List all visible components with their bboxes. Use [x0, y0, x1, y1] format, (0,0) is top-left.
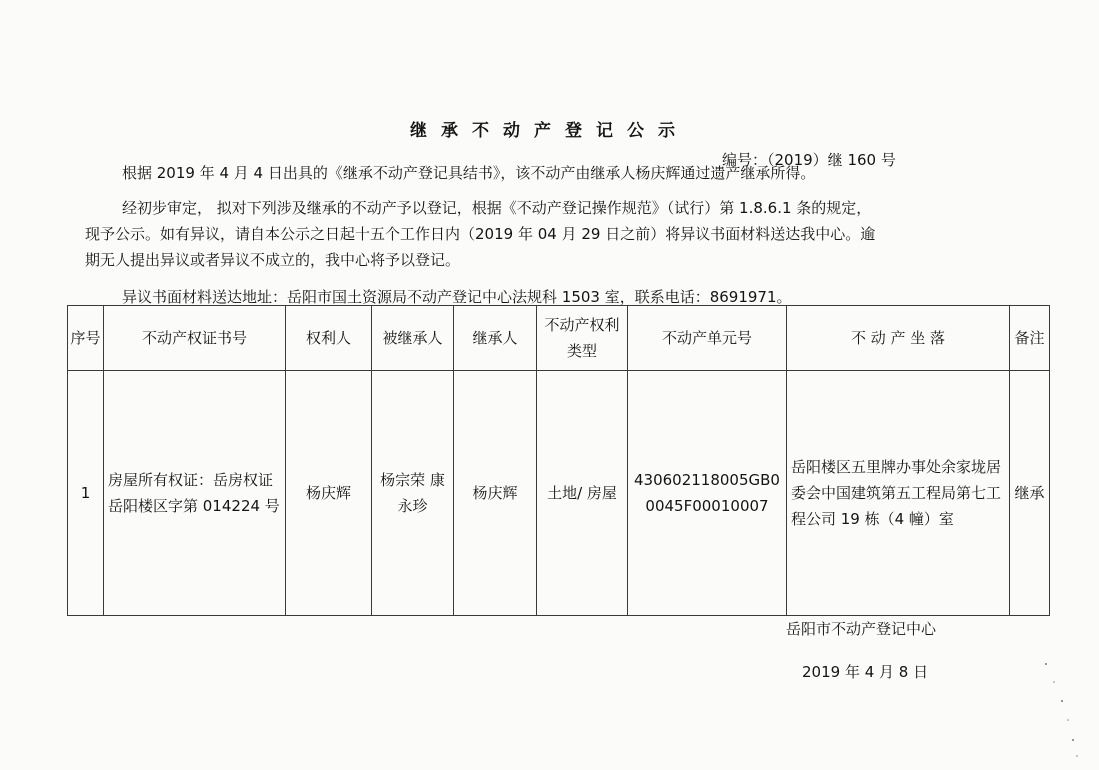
cell-cert-no: 房屋所有权证：岳房权证岳阳楼区字第 014224 号 [104, 371, 286, 616]
cell-seq: 1 [68, 371, 104, 616]
document-number: 编号：（2019）继 160 号 [722, 151, 896, 169]
header-remark: 备注 [1010, 306, 1050, 371]
header-unit-no: 不动产单元号 [628, 306, 787, 371]
paragraph-4: 期无人提出异议或者异议不成立的，我中心将予以登记。 [85, 251, 461, 269]
cell-heir: 杨庆辉 [454, 371, 537, 616]
header-location: 不 动 产 坐 落 [787, 306, 1010, 371]
paragraph-3: 现予公示。如有异议，请自本公示之日起十五个工作日内（2019 年 04 月 29 日之前）将异议书面材料送达我中心。逾 [85, 225, 876, 243]
cell-right-type: 土地/ 房屋 [537, 371, 628, 616]
scan-speckle-decoration [1040, 660, 1080, 760]
cell-remark: 继承 [1010, 371, 1050, 616]
objection-address: 异议书面材料送达地址：岳阳市国土资源局不动产登记中心法规科 1503 室，联系电话：8691971。 [122, 288, 792, 306]
paragraph-2: 经初步审定， 拟对下列涉及继承的不动产予以登记，根据《不动产登记操作规范》（试行）第 1.8.6.1 条的规定， [122, 199, 872, 217]
paragraph-1: 根据 2019 年 4 月 4 日出具的《继承不动产登记具结书》，该不动产由继承人杨庆辉通过遗产继承所得。 [122, 164, 816, 182]
cell-decedent: 杨宗荣 康永珍 [372, 371, 454, 616]
registration-table [67, 305, 1050, 616]
cell-unit-no: 430602118005GB0 0045F00010007 [628, 371, 787, 616]
header-seq: 序号 [68, 306, 104, 371]
issuing-organization: 岳阳市不动产登记中心 [786, 620, 937, 638]
document-title: 继承不动产登记公示 [410, 121, 689, 141]
header-right-type: 不动产权利类型 [537, 306, 628, 371]
header-heir: 继承人 [454, 306, 537, 371]
issue-date: 2019 年 4 月 8 日 [802, 663, 929, 681]
header-obligee: 权利人 [286, 306, 372, 371]
header-decedent: 被继承人 [372, 306, 454, 371]
cell-obligee: 杨庆辉 [286, 371, 372, 616]
table-row [68, 371, 1050, 616]
cell-location: 岳阳楼区五里牌办事处余家垅居委会中国建筑第五工程局第七工程公司 19 栋（4 幢）室 [787, 371, 1010, 616]
table-header-row [68, 306, 1050, 371]
header-cert-no: 不动产权证书号 [104, 306, 286, 371]
